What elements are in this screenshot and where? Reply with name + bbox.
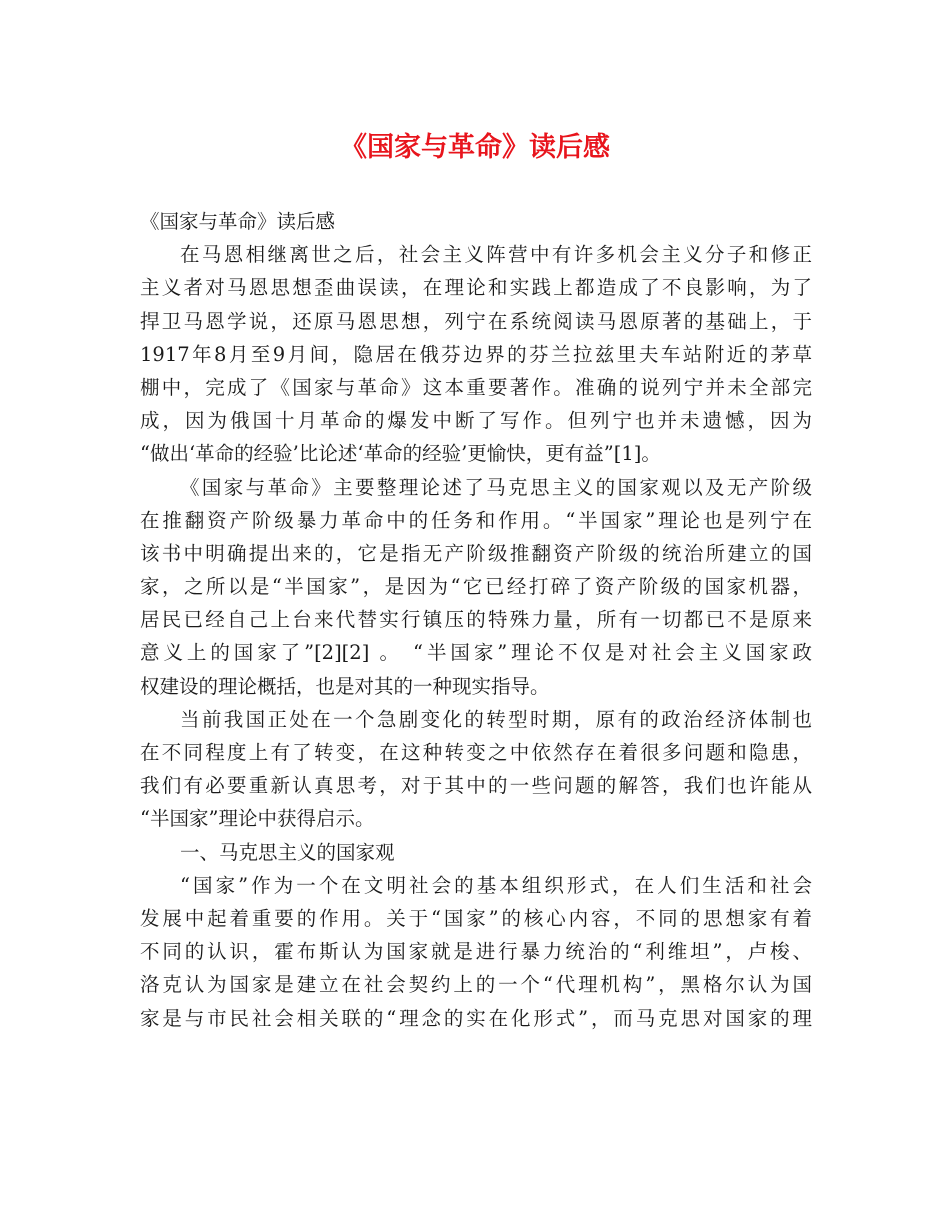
text-line: 棚中，完成了《国家与革命》这本重要著作。准确的说列宁并未全部完 xyxy=(140,375,812,399)
text-line: 成，因为俄国十月革命的爆发中断了写作。但列宁也并未遗憾，因为 xyxy=(140,409,812,433)
document-body xyxy=(140,205,812,1035)
text-line: 意义上的国家了”[2][2] 。 “半国家”理论不仅是对社会主义国家政 xyxy=(140,641,812,665)
text-line: 家，之所以是“半国家”，是因为“它已经打碎了资产阶级的国家机器， xyxy=(140,575,812,599)
text-line: 捍卫马恩学说，还原马恩思想，列宁在系统阅读马恩原著的基础上，于 xyxy=(140,309,812,333)
text-line: 1917年8月至9月间，隐居在俄芬边界的芬兰拉兹里夫车站附近的茅草 xyxy=(140,342,812,366)
text-line: “半国家”理论中获得启示。 xyxy=(140,807,375,831)
text-line: 发展中起着重要的作用。关于“国家”的核心内容，不同的思想家有着 xyxy=(140,906,812,930)
text-line: 《国家与革命》主要整理论述了马克思主义的国家观以及无产阶级 xyxy=(180,475,812,499)
text-line: 我们有必要重新认真思考，对于其中的一些问题的解答，我们也许能从 xyxy=(140,774,812,798)
text-line: 在不同程度上有了转变，在这种转变之中依然存在着很多问题和隐患， xyxy=(140,741,812,764)
text-line: 该书中明确提出来的，它是指无产阶级推翻资产阶级的统治所建立的国 xyxy=(140,541,812,565)
text-line: 当前我国正处在一个急剧变化的转型时期，原有的政治经济体制也 xyxy=(180,707,812,731)
text-line: 在推翻资产阶级暴力革命中的任务和作用。“半国家”理论也是列宁在 xyxy=(140,508,812,532)
text-line: 洛克认为国家是建立在社会契约上的一个“代理机构”，黑格尔认为国 xyxy=(140,973,812,997)
text-line: 家是与市民社会相关联的“理念的实在化形式”，而马克思对国家的理 xyxy=(140,1006,812,1030)
text-line: “做出‘革命的经验’比论述‘革命的经验’更愉快，更有益”[1]。 xyxy=(140,442,661,466)
text-line: “国家”作为一个在文明社会的基本组织形式，在人们生活和社会 xyxy=(180,873,812,897)
text-line: 权建设的理论概括，也是对其的一种现实指导。 xyxy=(140,674,550,698)
text-line: 居民已经自己上台来代替实行镇压的特殊力量，所有一切都已不是原来 xyxy=(140,608,812,632)
section-heading: 一、马克思主义的国家观 xyxy=(180,840,395,864)
text-line: 主义者对马恩思想歪曲误读，在理论和实践上都造成了不良影响，为了 xyxy=(140,276,812,300)
text-line: 《国家与革命》读后感 xyxy=(140,210,336,233)
text-line: 在马恩相继离世之后，社会主义阵营中有许多机会主义分子和修正 xyxy=(180,243,812,267)
document-title: 《国家与革命》读后感 xyxy=(340,132,610,163)
text-line: 不同的认识，霍布斯认为国家就是进行暴力统治的“利维坦”，卢梭、 xyxy=(140,940,812,964)
